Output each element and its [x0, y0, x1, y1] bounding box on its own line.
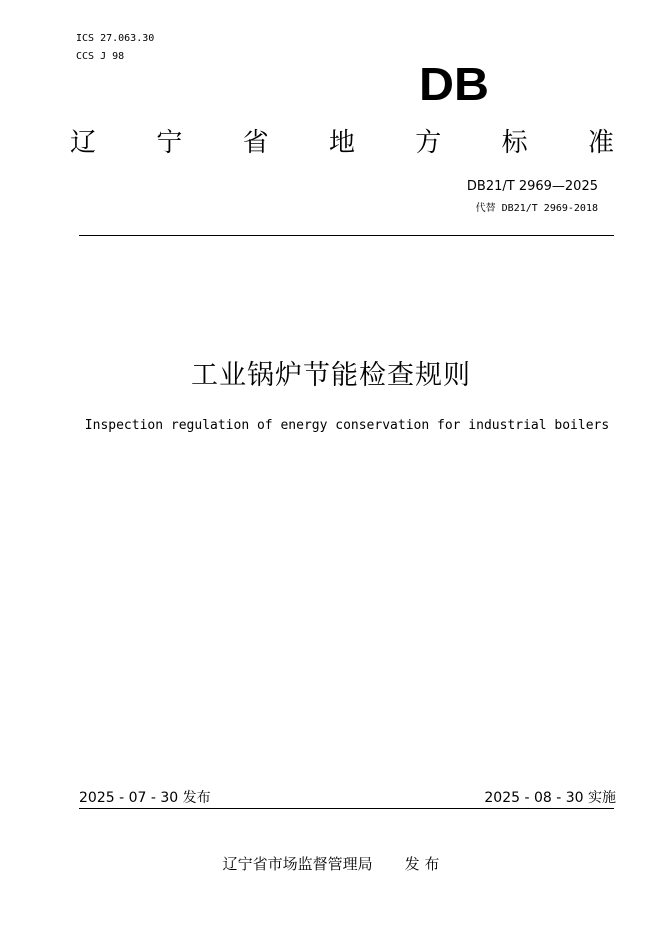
top-divider: [79, 235, 614, 236]
svg-text:DB: DB: [419, 66, 489, 102]
standard-type-char: 辽: [69, 128, 96, 158]
issuer-name: 辽宁省市场监督管理局: [222, 855, 373, 873]
standard-code: DB21/T 2969—2025: [466, 179, 598, 194]
standard-type-char: 地: [328, 128, 355, 158]
db-logo: [418, 66, 490, 102]
standard-type-char: 标: [501, 128, 528, 158]
title-chinese: 工业锅炉节能检查规则: [191, 360, 471, 391]
replaces-standard: 代替 DB21/T 2969-2018: [475, 203, 598, 214]
issuer-line: [0, 854, 662, 874]
ics-code: ICS 27.063.30: [76, 33, 155, 44]
standard-type-char: 省: [242, 128, 269, 158]
standard-type-char: 方: [415, 128, 442, 158]
title-english: Inspection regulation of energy conservation for industrial boilers: [84, 418, 610, 433]
bottom-divider: [79, 808, 614, 809]
standard-type-char: 准: [587, 128, 614, 158]
standard-type-char: 宁: [156, 128, 183, 158]
ccs-code: CCS J 98: [76, 51, 125, 62]
standard-type: [68, 126, 616, 160]
implementation-date: 2025 - 08 - 30 实施: [484, 790, 616, 806]
issuer-action: 发 布: [404, 855, 440, 873]
issue-date: 2025 - 07 - 30 发布: [79, 790, 211, 806]
